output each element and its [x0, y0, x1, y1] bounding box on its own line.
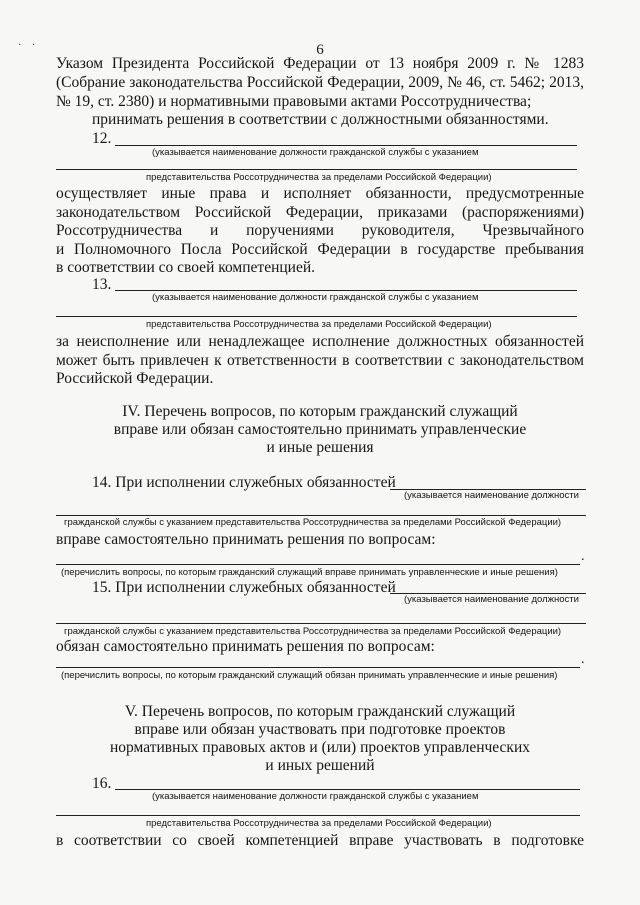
section4-title-3: и иные решения	[266, 439, 374, 456]
section4-title-2: вправе или обязан самостоятельно принимать управленческие	[113, 421, 527, 438]
item14-text: 14. При исполнении служебных обязанностей	[92, 474, 396, 491]
item14-hint-1: (указывается наименование должности	[404, 490, 579, 501]
item13-number: 13.	[92, 276, 112, 293]
item12-line-2: законодательством Российской Федерации, приказами (распоряжениями)	[56, 204, 584, 221]
item13-hint-1: (указывается наименование должности гражданской службы с указанием	[152, 292, 479, 303]
item12-line-3: Россотрудничества и поручениями руководителя, Чрезвычайного	[56, 222, 584, 239]
item15-hint-2: гражданской службы с указанием представительства Россотрудничества за пределами Российской Федерации)	[64, 626, 562, 637]
document-page: · · 6 Указом Президента Российской Федерации от 13 ноября 2009 г. № 1283 (Собрание законодательства Российской Федерации, 2009, № 46, ст. 5462; 2013, № 19, ст. 2380) и нормативными правовыми актами Россотрудничества; принимать решения в соответствии с должностными обязанностями. 12. (указывается наименование должности гражданской службы с указанием представительства Россотрудничества за пределами Российской Федерации) осуществляет иные права и исполняет обязанности, предусмотренные законодательством Российской Федерации, приказами (распоряжениями) Россотрудничества и поручениями руководителя, Чрезвычайного и Полномочного Посла Российской Федерации в государстве пребывания в соответствии со своей компетенцией. 13. (указывается наименование должности гражданской службы с указанием представительства Россотрудничества за пределами Российской Федерации) за неисполнение или ненадлежащее исполнение должностных обязанностей может быть привлечен к ответственности в соответствии с законодательством Российской Федерации. IV. Перечень вопросов, по которым гражданский служащий вправе или обязан самостоятельно принимать управленческие и иные решения 14. При исполнении служебных обязанностей (указывается наименование должности гражданской службы с указанием представительства Россотрудничества за пределами Российской Федерации) вправе самостоятельно принимать решения по вопросам: . (перечислить вопросы, по которым гражданский служащий вправе принимать управленческие и иные решения) 15. При исполнении служебных обязанностей (указывается наименование должности гражданской службы с указанием представительства Россотрудничества за пределами Российской Федерации) обязан самостоятельно принимать решения по вопросам: . (перечислить вопросы, по которым гражданский служащий обязан принимать управленческие и иные решения) V. Перечень вопросов, по которым гражданский служащий вправе или обязан участвовать при подготовке проектов нормативных правовых актов и (или) проектов управленческих и иных решений 16. (указывается наименование должности гражданской службы с указанием представительства Россотрудничества за пределами Российской Федерации) в соответствии со своей компетенцией вправе участвовать в подготовке	[0, 0, 640, 905]
item15-hint-3: (перечислить вопросы, по которым гражданский служащий обязан принимать управленческие и иные решения)	[61, 670, 558, 681]
item16-hint-1: (указывается наименование должности гражданской службы с указанием	[152, 791, 479, 802]
item13-blank-1[interactable]	[115, 290, 577, 291]
item12-line-1: осуществляет иные права и исполняет обязанности, предусмотренные	[56, 185, 584, 202]
intro-line-2: (Собрание законодательства Российской Федерации, 2009, № 46, ст. 5462; 2013,	[56, 74, 584, 91]
item12-blank-2[interactable]	[56, 169, 577, 170]
item13-line-1: за неисполнение или ненадлежащее исполнение должностных обязанностей	[56, 333, 584, 350]
item14-blank-3[interactable]	[56, 564, 580, 565]
intro-line-1: Указом Президента Российской Федерации от 13 ноября 2009 г. № 1283	[56, 55, 584, 72]
item12-hint-2: представительства Россотрудничества за пределами Российской Федерации)	[146, 172, 492, 183]
item13-hint-2: представительства Россотрудничества за пределами Российской Федерации)	[146, 319, 492, 330]
item12-blank-1[interactable]	[115, 145, 577, 146]
section5-title-2: вправе или обязан участвовать при подготовке проектов	[134, 721, 506, 738]
item13-line-2: может быть привлечен к ответственности в соответствии с законодательством	[56, 352, 584, 369]
item13-blank-2[interactable]	[56, 316, 577, 317]
item15-line-1: обязан самостоятельно принимать решения по вопросам:	[56, 638, 435, 655]
intro-line-3: № 19, ст. 2380) и нормативными правовыми актами Россотрудничества;	[56, 93, 532, 110]
item16-blank-2[interactable]	[56, 815, 580, 816]
section5-title-3: нормативных правовых актов и (или) проектов управленческих	[109, 739, 531, 756]
item14-blank-2[interactable]	[56, 515, 586, 516]
item15-text: 15. При исполнении служебных обязанностей	[92, 579, 396, 596]
item14-line-1: вправе самостоятельно принимать решения по вопросам:	[56, 531, 436, 548]
item12-hint-1: (указывается наименование должности гражданской службы с указанием	[152, 147, 479, 158]
item15-blank-3[interactable]	[56, 667, 580, 668]
intro-line-4: принимать решения в соответствии с должностными обязанностями.	[92, 111, 549, 128]
item12-line-5: в соответствии со своей компетенцией.	[56, 259, 316, 276]
item16-hint-2: представительства Россотрудничества за пределами Российской Федерации)	[146, 818, 492, 829]
item16-number: 16.	[92, 775, 112, 792]
scan-marks: · ·	[18, 40, 40, 51]
item14-hint-2: гражданской службы с указанием представительства Россотрудничества за пределами Российской Федерации)	[64, 517, 562, 528]
page-number: 6	[316, 42, 324, 58]
item12-line-4: и Полномочного Посла Российской Федерации в государстве пребывания	[56, 241, 584, 258]
item16-line-1: в соответствии со своей компетенцией вправе участвовать в подготовке	[56, 832, 584, 849]
section5-title-4: и иных решений	[265, 757, 375, 774]
section5-title-1: V. Перечень вопросов, по которым гражданский служащий	[124, 703, 516, 720]
section4-title-1: IV. Перечень вопросов, по которым гражданский служащий	[122, 403, 518, 420]
item13-line-3: Российской Федерации.	[56, 370, 214, 387]
item15-hint-1: (указывается наименование должности	[404, 594, 579, 605]
item16-blank-1[interactable]	[115, 789, 580, 790]
item14-hint-3: (перечислить вопросы, по которым гражданский служащий вправе принимать управленческие и иные решения)	[61, 567, 558, 578]
item12-number: 12.	[92, 130, 112, 147]
item15-blank-2[interactable]	[56, 623, 586, 624]
